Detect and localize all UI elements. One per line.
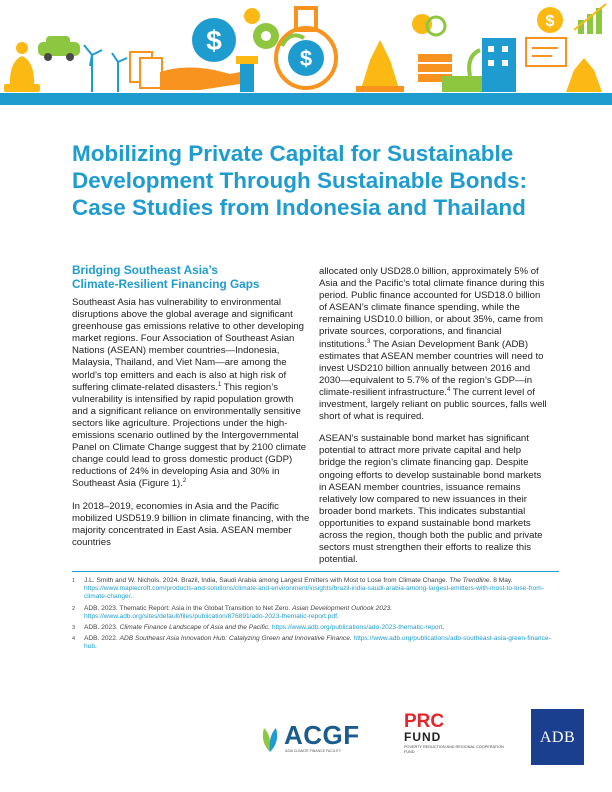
- section-heading: [72, 263, 310, 291]
- right-column: [319, 266, 549, 576]
- paragraph-3-text-b: The Asian Development Bank (ADB) estimates that ASEAN member countries will need to invest USD210 billion annually between 2016 and 2030—equivalent to 5.7% of the region’s GDP—in climate-resilient infrastructure.: [319, 338, 544, 398]
- footnote: [72, 605, 559, 621]
- footnote-publication: Asian Development Outlook 2023.: [292, 604, 393, 612]
- section-heading-line2: Climate-Resilient Financing Gaps: [72, 277, 260, 291]
- wind-turbine-icon: [84, 45, 127, 92]
- footnote-publication: Climate Finance Landscape of Asia and the Pacific.: [119, 624, 270, 632]
- svg-text:$: $: [206, 25, 222, 56]
- document-title: Mobilizing Private Capital for Sustainable Development Through Sustainable Bonds: Case Studies from Indonesia and Thailand: [72, 141, 528, 220]
- footnotes: [72, 577, 559, 655]
- footnote-link[interactable]: https://www.maplecroft.com/products-and-solutions/climate-and-environment/insights/brazil-india-saudi-arabia-among-largest-emitters-with-most-to-lose-from-climate-change/: [84, 585, 544, 601]
- footnote-link[interactable]: https://www.adb.org/sites/default/files/publication/876891/ado-2023-thematic-report.pdf: [84, 612, 337, 620]
- hand-coin-icon: [160, 18, 252, 90]
- footnote-text-part: ADB. 2023. Thematic Report: Asia in the Global Transition to Net Zero.: [84, 604, 293, 612]
- gear-icon: [244, 8, 279, 49]
- documents-icon: [130, 52, 162, 88]
- coin-stack-icon: [412, 14, 452, 82]
- footnote: [72, 635, 559, 651]
- footnote-publication: ADB Southeast Asia Innovation Hub: Catalyzing Green and Innovative Finance.: [119, 635, 352, 643]
- money-bag-icon: [537, 7, 563, 33]
- certificate-icon: [526, 38, 566, 66]
- buddha-statue-icon: [4, 42, 40, 92]
- footnote-text: [84, 577, 559, 602]
- svg-text:$: $: [545, 13, 555, 30]
- temple-icon: [356, 40, 404, 92]
- prc-wordmark: PRC: [404, 711, 445, 732]
- paragraph-1-text-b: This region’s vulnerability is intensified by rapid population growth and a significant reliance on environmentally sensitive sectors like agriculture. Projections under the high-emissions scenario outlined by the Intergovernmental Panel on Climate Change suggest that by 2100 climate change could lead to gross domestic product (GDP) reductions of 24% in developing Asia and 30% in Southeast Asia (Figure 1).: [72, 381, 307, 490]
- footnote-text: [84, 635, 559, 651]
- growth-chart-icon: [574, 4, 606, 34]
- paragraph-1-text-a: Southeast Asia has vulnerability to environmental disruptions above the global average and significant greenhouse gas emissions relative to other developing market regions. Four Association of Southeast Asian Nations (ASEAN) member countries—Indonesia, Malaysia, Thailand, and Viet Nam—are among the world’s top emitters and each is also at high risk of suffering climate-related disasters.: [72, 297, 304, 393]
- building-icon: [482, 38, 516, 92]
- svg-text:$: $: [299, 46, 313, 71]
- banner-base-bar: [0, 93, 612, 105]
- electric-car-icon: [38, 36, 80, 61]
- paragraph-3: [319, 266, 549, 423]
- adb-logo: [531, 709, 584, 765]
- footnote-text-part: .: [336, 612, 339, 620]
- prc-fund-logo: [404, 712, 504, 772]
- footnote-number: 4: [72, 636, 76, 643]
- fund-wordmark: FUND: [404, 730, 442, 744]
- footnote-text: [84, 624, 444, 632]
- footnote-link[interactable]: https://www.adb.org/publications/ado-2023-thematic-report: [271, 624, 443, 632]
- footnote-text-part: 8 May.: [491, 577, 513, 584]
- footnote-text: [84, 605, 559, 621]
- footnote-ref-2: 2: [182, 478, 187, 485]
- paragraph-3-text-a: allocated only USD28.0 billion, approximately 5% of Asia and the Pacific’s total climate finance during this period. Public finance accounted for USD18.0 billion of ASEAN’s climate finance spending, while the remaining USD10.0 billion, or about 35%, came from private sources, corporations, and financial institutions.: [319, 266, 545, 350]
- leaf-icon: [258, 720, 282, 754]
- partner-logos: [0, 700, 612, 780]
- footnote-text-part: J.L. Smith and W. Nichols. 2024. Brazil, India, Saudi Arabia among Largest Emitters with Most to Lose from Climate Change.: [84, 577, 450, 584]
- acgf-logo: [258, 720, 368, 760]
- acgf-wordmark: ACGF: [284, 720, 360, 750]
- footnote-ref-3: 3: [367, 338, 371, 345]
- acgf-tagline: ASIA CLIMATE FINANCE FACILITY: [285, 749, 342, 753]
- footnote: [72, 577, 559, 602]
- footnote: [72, 624, 559, 632]
- footnote-number: 3: [72, 625, 76, 632]
- footnote-text-part: .: [95, 643, 97, 651]
- paragraph-3-text-c: The current level of investment, largely reliant on public sources, falls well short of what is required.: [319, 386, 547, 423]
- prc-tagline: POVERTY REDUCTION AND REGIONAL COOPERATION FUND: [404, 745, 504, 754]
- footnote-number: 2: [72, 605, 76, 612]
- header-illustration-banner: [0, 0, 612, 105]
- footnote-publication: The Trendline.: [449, 577, 492, 584]
- footnote-text-part: .: [442, 624, 445, 632]
- footnote-ref-1: 1: [217, 381, 222, 388]
- footnote-link[interactable]: https://www.adb.org/publications/adb-southeast-asia-green-finance-hub: [84, 635, 551, 651]
- footnote-number: 1: [72, 578, 76, 584]
- paragraph-2: In 2018–2019, economies in Asia and the Pacific mobilized USD519.9 billion in climate financing, with the majority concentrated in East Asia. ASEAN member countries: [72, 500, 310, 548]
- footnote-ref-4: 4: [446, 386, 451, 393]
- section-heading-line1: Bridging Southeast Asia’s: [72, 263, 218, 277]
- footnote-text-part: ADB. 2022.: [84, 635, 120, 643]
- flask-dollar-icon: [276, 8, 336, 88]
- footnote-text-part: ADB. 2023.: [84, 624, 120, 632]
- left-column: [72, 263, 310, 559]
- paragraph-1: [72, 297, 310, 491]
- paragraph-4: ASEAN’s sustainable bond market has significant potential to attract more private capital and help bridge the region’s climate financing gap. Despite ongoing efforts to develop sustainable bond markets in ASEAN member countries, issuance remains relatively low compared to new issuances in their broader bond markets. This indicates substantial opportunities to expand sustainable bond markets across the region, though both the public and private sectors must strengthen their efforts to realize this potential.: [319, 433, 543, 566]
- footnote-divider: [72, 571, 559, 572]
- pagoda-icon: [566, 58, 602, 92]
- footnote-text-part: .: [130, 593, 133, 601]
- adb-wordmark: ADB: [539, 729, 576, 746]
